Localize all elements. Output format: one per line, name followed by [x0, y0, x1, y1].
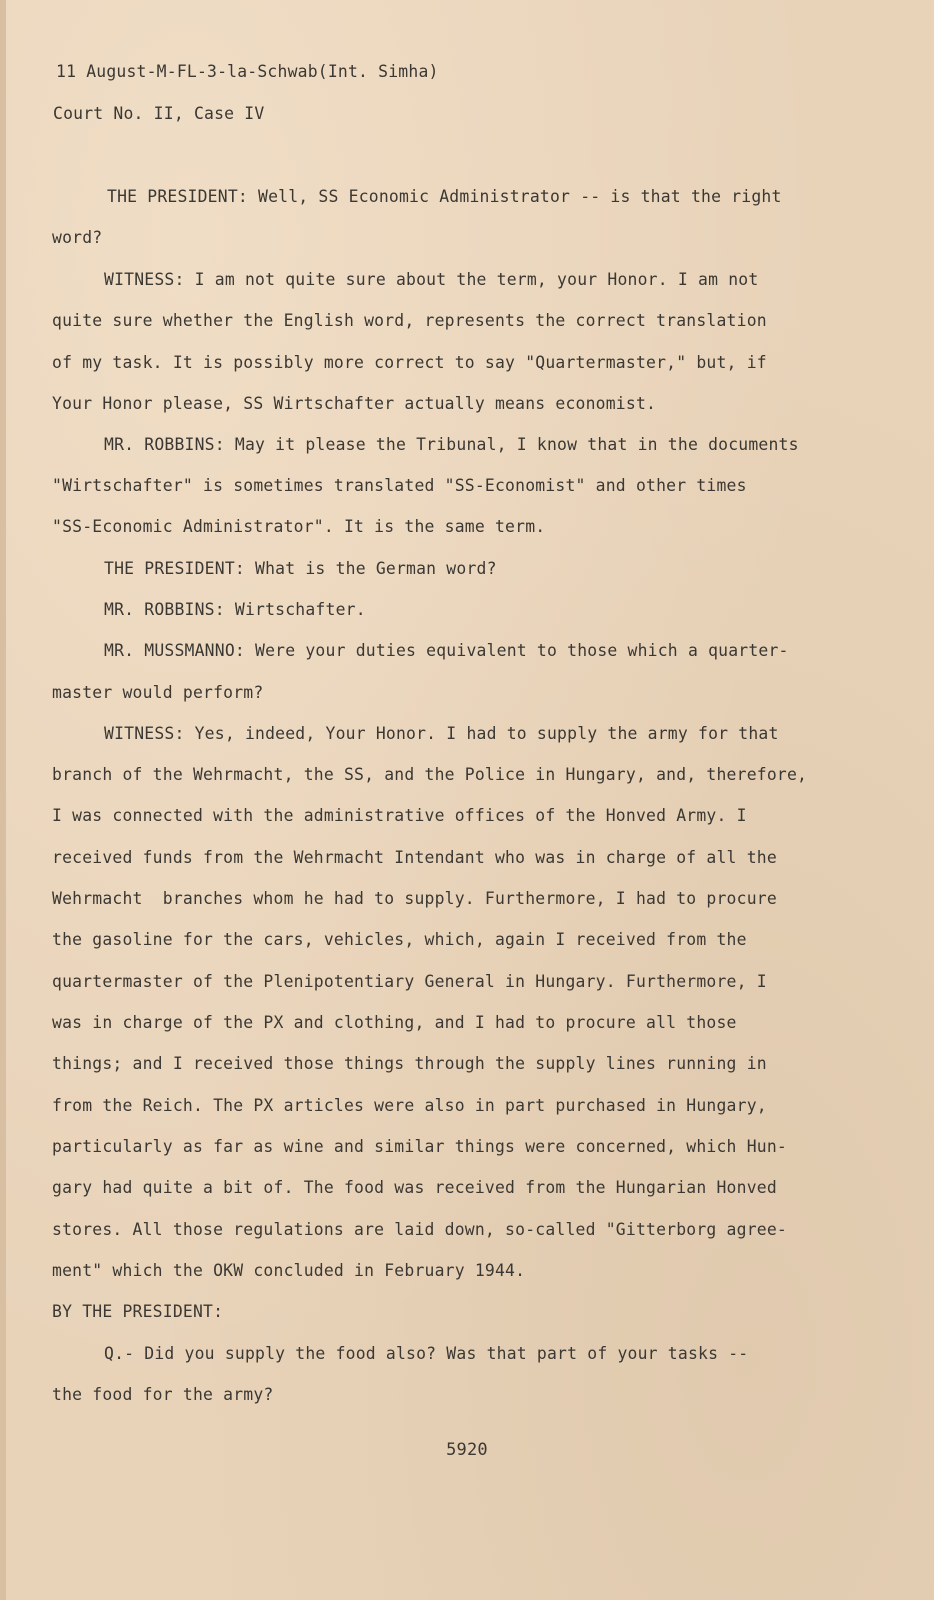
header-line-2: Court No. II, Case IV	[53, 104, 265, 123]
text-line-26: stores. All those regulations are laid down, so-called "Gitterborg agree-	[52, 1220, 787, 1239]
text-line-28: BY THE PRESIDENT:	[52, 1302, 224, 1321]
text-line-12: MR. MUSSMANNO: Were your duties equivalent to those which a quarter-	[104, 641, 789, 660]
text-line-4: quite sure whether the English word, represents the correct translation	[52, 311, 767, 330]
text-line-11: MR. ROBBINS: Wirtschafter.	[104, 600, 366, 619]
text-line-10: THE PRESIDENT: What is the German word?	[104, 559, 497, 578]
text-line-3: WITNESS: I am not quite sure about the term, your Honor. I am not	[104, 270, 759, 289]
text-line-24: particularly as far as wine and similar things were concerned, which Hun-	[52, 1137, 787, 1156]
text-line-25: gary had quite a bit of. The food was received from the Hungarian Honved	[52, 1178, 777, 1197]
text-line-2: word?	[52, 228, 103, 247]
text-line-6: Your Honor please, SS Wirtschafter actually means economist.	[52, 394, 657, 413]
page-number: 5920	[446, 1440, 488, 1460]
text-line-30: the food for the army?	[52, 1385, 274, 1404]
text-line-27: ment" which the OKW concluded in February 1944.	[52, 1261, 526, 1280]
text-line-8: "Wirtschafter" is sometimes translated "SS-Economist" and other times	[52, 476, 747, 495]
text-line-7: MR. ROBBINS: May it please the Tribunal, I know that in the documents	[104, 435, 799, 454]
text-line-23: from the Reich. The PX articles were also in part purchased in Hungary,	[52, 1096, 767, 1115]
text-line-14: WITNESS: Yes, indeed, Your Honor. I had to supply the army for that	[104, 724, 779, 743]
text-line-21: was in charge of the PX and clothing, and I had to procure all those	[52, 1013, 737, 1032]
text-line-16: I was connected with the administrative offices of the Honved Army. I	[52, 806, 747, 825]
text-line-5: of my task. It is possibly more correct to say "Quartermaster," but, if	[52, 353, 767, 372]
text-line-13: master would perform?	[52, 683, 264, 702]
text-line-17: received funds from the Wehrmacht Intendant who was in charge of all the	[52, 848, 777, 867]
text-line-18: Wehrmacht branches whom he had to supply. Furthermore, I had to procure	[52, 889, 777, 908]
text-line-20: quartermaster of the Plenipotentiary General in Hungary. Furthermore, I	[52, 972, 767, 991]
paper-edge	[0, 0, 6, 1600]
text-line-22: things; and I received those things through the supply lines running in	[52, 1054, 767, 1073]
text-line-9: "SS-Economic Administrator". It is the same term.	[52, 517, 546, 536]
header-line-1: 11 August-M-FL-3-la-Schwab(Int. Simha)	[56, 62, 439, 81]
text-line-1: THE PRESIDENT: Well, SS Economic Administrator -- is that the right	[107, 187, 782, 206]
text-line-15: branch of the Wehrmacht, the SS, and the Police in Hungary, and, therefore,	[52, 765, 808, 784]
text-line-29: Q.- Did you supply the food also? Was that part of your tasks --	[104, 1344, 749, 1363]
text-line-19: the gasoline for the cars, vehicles, which, again I received from the	[52, 930, 747, 949]
